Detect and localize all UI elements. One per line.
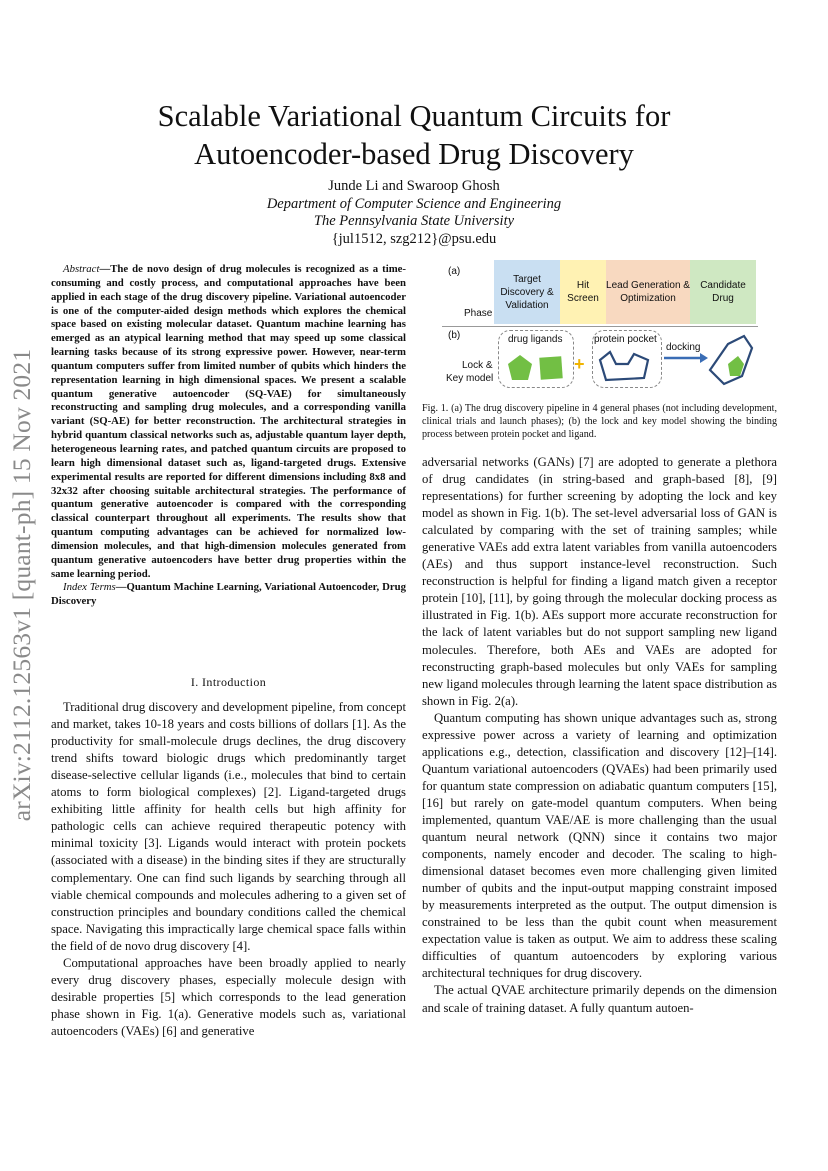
- ligand-pentagon-icon: [508, 355, 532, 380]
- docked-ligand-icon: [728, 356, 744, 376]
- arxiv-identifier: arXiv:2112.12563v1 [quant-ph] 15 Nov 2021: [7, 348, 36, 822]
- drug-ligands-label: drug ligands: [508, 334, 563, 345]
- university: The Pennsylvania State University: [313, 213, 515, 229]
- figure-1-caption: Fig. 1. (a) The drug discovery pipeline in 4 general phases (not including development, clinical trials and launch phases); (b) the lock and key model showing the binding process between protein pocket and ligand.: [422, 403, 777, 440]
- index-terms-text: —Quantum Machine Learning, Variational Autoencoder, Drug Discovery: [51, 581, 406, 608]
- key-model-label: Key model: [446, 373, 494, 384]
- department: Department of Computer Science and Engineering: [266, 195, 562, 212]
- figure-1: [438, 260, 762, 396]
- docking-label: docking: [666, 342, 701, 353]
- arxiv-sidebar: [2, 285, 42, 885]
- right-paragraph-3: The actual QVAE architecture primarily depends on the dimension and scale of training dataset. A fully quantum autoen-: [422, 983, 777, 1015]
- paper-title: [60, 97, 768, 173]
- left-column: [51, 664, 406, 1040]
- phase-target-discovery: Target Discovery & Validation: [494, 260, 560, 324]
- figure-label-a: (a): [448, 266, 461, 277]
- title-line-2: Autoencoder-based Drug Discovery: [194, 137, 634, 171]
- right-column: [422, 454, 777, 1017]
- authors: Junde Li and Swaroop Ghosh: [328, 178, 500, 194]
- phase-hit-screen: Hit Screen: [560, 260, 606, 324]
- intro-paragraph-1: Traditional drug discovery and development pipeline, from concept and market, takes 10-18 years and costs billions of dollars [1]. As the productivity for small-molecule drugs declines, the drug discovery trend shifts toward biologic drugs which predominantly target disease-selective cellular ligands (i.e., molecules that bind to certain atoms to form biological complexes) [2]. Ligand-targeted drugs exhibiting little affinity for health cells but high affinity for pathologic cells can achieve required therapeutic potency with minimal toxicity [3]. Ligands would interact with protein pockets (associated with a disease) in the binding sites if they are structurally complementary. One can find such ligands by searching through all viable chemical compounds and molecules adhering to a given set of construction principles and boundary conditions called the chemical space. Navigating this impractically large chemical space falls within the field of de novo drug discovery [4].: [51, 700, 406, 953]
- intro-paragraph-2: Computational approaches have been broadly applied to nearly every drug discovery phases, especially molecule design with desirable properties [5] which corresponds to the lead generation phase shown in Fig. 1(a). Generative models such as, variational autoencoders (VAEs) [6] and generative: [51, 955, 406, 1038]
- abstract-lead: Abstract: [63, 263, 100, 275]
- docked-protein-icon: [710, 336, 752, 384]
- section-heading: I. Introduction: [190, 675, 267, 689]
- right-paragraph-1: adversarial networks (GANs) [7] are adopted to generate a plethora of drug candidates (in string-based and graph-based [8], [9] representations) for further screening by adopting the lock and key model as shown in Fig. 1(b). The set-level adversarial loss of GAN is calculated by comparing with the set of training samples; while generative VAEs add extra latent variables from vanilla autoencoders (AEs) and thus support instance-level reconstruction. Such reconstruction is helpful for finding a ligand match given a receptor protein [10], [11], by going through the molecular docking process as illustrated in Fig. 1(b). AEs support more accurate reconstruction for the lack of latent variables but do not support sampling new ligand molecules. Therefore, both AEs and VAEs are adopted for reconstructing graph-based molecules but only VAEs for sampling new ligand molecules through learning the latent space distribution as shown in Fig. 2(a).: [422, 455, 777, 708]
- ligand-square-icon: [539, 356, 562, 379]
- protein-pocket-label: protein pocket: [594, 334, 657, 345]
- abstract-text: —The de novo design of drug molecules is recognized as a time-consuming and costly process, and computational approaches have been applied in each stage of the drug discovery pipeline. Variational autoencoder is one of the computer-aided design methods which explores the chemical space based on existing molecular dataset. Quantum machine learning has emerged as an atypical learning method that may speed up some classical learning tasks because of its strong expressive power. However, near-term quantum computers suffer from limited number of qubits which hinders the representation learning in high dimensional spaces. We present a scalable quantum generative autoencoder (SQ-VAE) for simultaneously reconstructing and sampling drug molecules, and a corresponding vanilla variant (SQ-AE) for better reconstruction. The architectural strategies in hybrid quantum classical networks such as, adjustable quantum layer depth, heterogeneous learning rates, and patched quantum circuits are proposed to learn high dimensional dataset such as, ligand-targeted drugs. Extensive experimental results are reported for different dimensions including 8x8 and 32x32 after choosing suitable architectural strategies. The performance of quantum generative autoencoder is compared with the corresponding classical counterpart throughout all experiments. The results show that quantum computing advantages can be achieved for normalized low-dimension molecules, and that high-dimension molecules generated from quantum generative autoencoders have better drug properties within the same learning period.: [51, 263, 406, 580]
- lock-label: Lock &: [462, 360, 493, 371]
- author-block: [60, 178, 768, 248]
- phase-candidate-drug: Candidate Drug: [690, 260, 756, 324]
- figure-label-b: (b): [448, 330, 461, 341]
- abstract: [51, 263, 406, 609]
- title-line-1: Scalable Variational Quantum Circuits for: [157, 99, 671, 133]
- protein-pocket-icon: [600, 352, 648, 380]
- docking-arrowhead-icon: [700, 353, 708, 363]
- phase-lead-generation: Lead Generation & Optimization: [606, 260, 690, 324]
- email: {jul1512, szg212}@psu.edu: [331, 230, 497, 247]
- index-terms-lead: Index Terms: [63, 581, 116, 594]
- figure-drawing: [438, 260, 762, 396]
- right-paragraph-2: Quantum computing has shown unique advantages such as, strong expressive power across a variety of learning and optimization applications e.g., detection, classification and discovery [12]–[14]. Quantum variational autoencoders (QVAEs) had been primarily used for quantum state compression on adiabatic quantum computers [15], [16] but rarely on gate-model quantum computers. When being implemented, quantum VAE/AE is more challenging than the usual quantum neural network (QNN) since it contains two major components, namely encoder and decoder. The scaling to high-dimensional dataset becomes even more challenging given limited number of qubits and the input-output mapping constraint imposed by measurements interpreted as the output. The output dimension is constrained to be less than the qubit count when measurement expectation value is taken as output. We aim to address these scaling difficulties of quantum autoencoders by exploring various architectural techniques for drug discovery.: [422, 710, 777, 981]
- phase-label: Phase: [464, 308, 493, 319]
- plus-icon: +: [574, 354, 585, 374]
